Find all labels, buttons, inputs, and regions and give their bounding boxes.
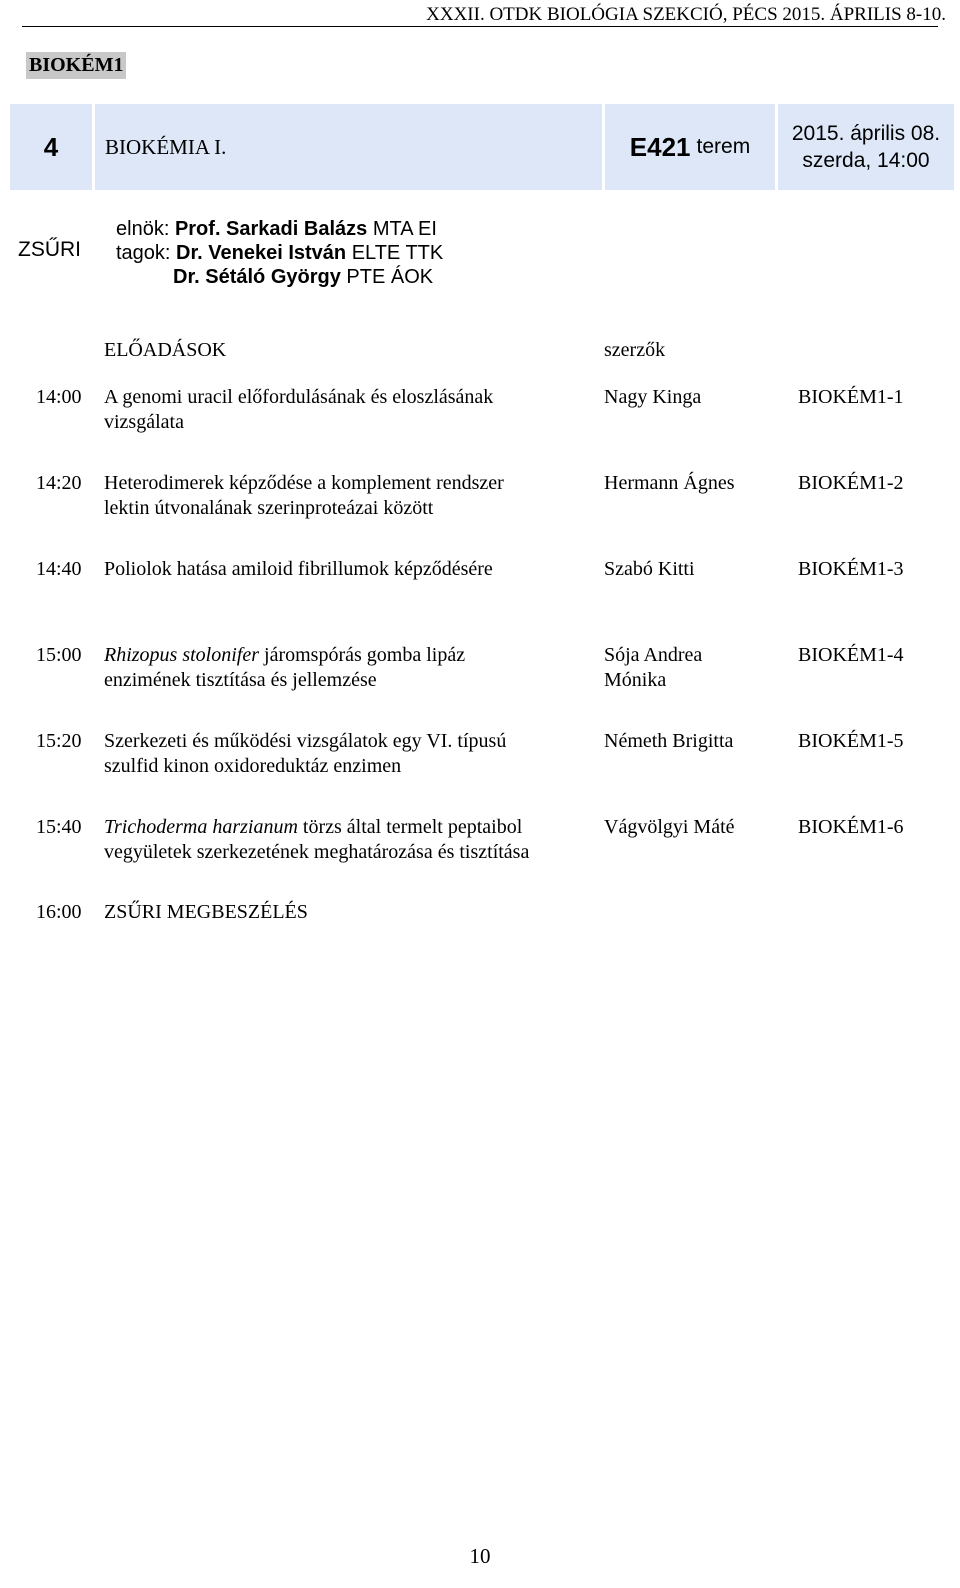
session-number: 4 <box>10 104 92 190</box>
talk-title-species: Trichoderma harzianum <box>104 816 298 838</box>
talk-code: BIOKÉM1-2 <box>798 472 904 494</box>
jury-chair-role: elnök: <box>116 218 170 240</box>
talk-code: BIOKÉM1-1 <box>798 386 904 408</box>
talk-author: Vágvölgyi Máté <box>604 816 735 838</box>
talk-code: BIOKÉM1-6 <box>798 816 904 838</box>
talk-title-line: Poliolok hatása amiloid fibrillumok képződésére <box>104 558 493 580</box>
talk-title-species: Rhizopus stolonifer <box>104 644 260 666</box>
jury-member-2-name: Dr. Sétáló György <box>173 266 341 288</box>
session-datetime <box>778 104 954 190</box>
talk-time: 14:00 <box>36 386 82 408</box>
jury-member-2-affil: PTE ÁOK <box>346 266 434 288</box>
talk-author-line: Sója Andrea <box>604 644 703 666</box>
page-number: 10 <box>469 1544 491 1568</box>
jury-member-2 <box>173 266 433 289</box>
closing-time: 16:00 <box>36 901 82 923</box>
closing-label: ZSŰRI MEGBESZÉLÉS <box>104 901 308 923</box>
session-day-time: szerda, 14:00 <box>802 149 930 172</box>
jury-chair-affil: MTA EI <box>372 218 437 240</box>
jury-member-1-name: Dr. Venekei István <box>176 242 347 264</box>
talk-title-line: lektin útvonalának szerinproteázai között <box>104 497 434 519</box>
talk-time: 15:40 <box>36 816 82 838</box>
talk-title <box>104 471 584 521</box>
session-room <box>605 104 775 190</box>
talk-title-line: enzimének tisztítása és jellemzése <box>104 669 377 691</box>
talk-title-text: törzs által termelt peptaibol <box>297 816 523 838</box>
section-tag: BIOKÉM1 <box>26 52 126 79</box>
talk-author <box>604 643 784 693</box>
jury-chair <box>116 218 437 241</box>
talk-title <box>104 815 594 865</box>
talk-code: BIOKÉM1-3 <box>798 558 904 580</box>
talk-title-text: járomspórás gomba lipáz <box>259 644 466 666</box>
room-suffix: terem <box>696 135 751 158</box>
authors-column-header: szerzők <box>604 339 666 361</box>
session-banner <box>10 104 954 190</box>
talk-time: 14:40 <box>36 558 82 580</box>
talk-author: Nagy Kinga <box>604 386 702 408</box>
jury-chair-name: Prof. Sarkadi Balázs <box>174 218 368 240</box>
talk-title <box>104 557 584 582</box>
jury-members-role: tagok: <box>116 242 171 264</box>
talk-title <box>104 385 584 435</box>
jury-member-1-affil: ELTE TTK <box>351 242 444 264</box>
header-rule <box>22 26 938 27</box>
talk-code: BIOKÉM1-4 <box>798 644 904 666</box>
talk-title-line <box>104 643 584 668</box>
talk-title-line: Heterodimerek képződése a komplement rendszer <box>104 472 504 494</box>
talk-time: 15:00 <box>36 644 82 666</box>
talk-title <box>104 643 584 693</box>
talk-title-line <box>104 815 594 840</box>
talk-author-line: Mónika <box>604 669 667 691</box>
session-date: 2015. április 08. <box>791 122 941 145</box>
jury-member-1 <box>116 242 443 265</box>
talk-code: BIOKÉM1-5 <box>798 730 904 752</box>
talk-time: 15:20 <box>36 730 82 752</box>
talks-column-header: ELŐADÁSOK <box>104 339 227 361</box>
talk-title <box>104 729 584 779</box>
room-code: E421 <box>629 131 691 162</box>
talk-title-line: vizsgálata <box>104 411 184 433</box>
talk-title-line: A genomi uracil előfordulásának és eloszlásának <box>104 386 494 408</box>
jury-label: ZSŰRI <box>18 238 81 261</box>
talk-title-line: vegyületek szerkezetének meghatározása és tisztítása <box>104 841 530 863</box>
talk-title-line: Szerkezeti és működési vizsgálatok egy VI. típusú <box>104 730 507 752</box>
talk-title-line: szulfid kinon oxidoreduktáz enzimen <box>104 755 402 777</box>
talk-author: Hermann Ágnes <box>604 472 735 494</box>
talk-time: 14:20 <box>36 472 82 494</box>
running-header: XXXII. OTDK BIOLÓGIA SZEKCIÓ, PÉCS 2015. ÁPRILIS 8-10. <box>426 4 946 25</box>
talk-author: Szabó Kitti <box>604 558 695 580</box>
talk-author: Németh Brigitta <box>604 730 734 752</box>
session-name: BIOKÉMIA I. <box>95 104 602 190</box>
